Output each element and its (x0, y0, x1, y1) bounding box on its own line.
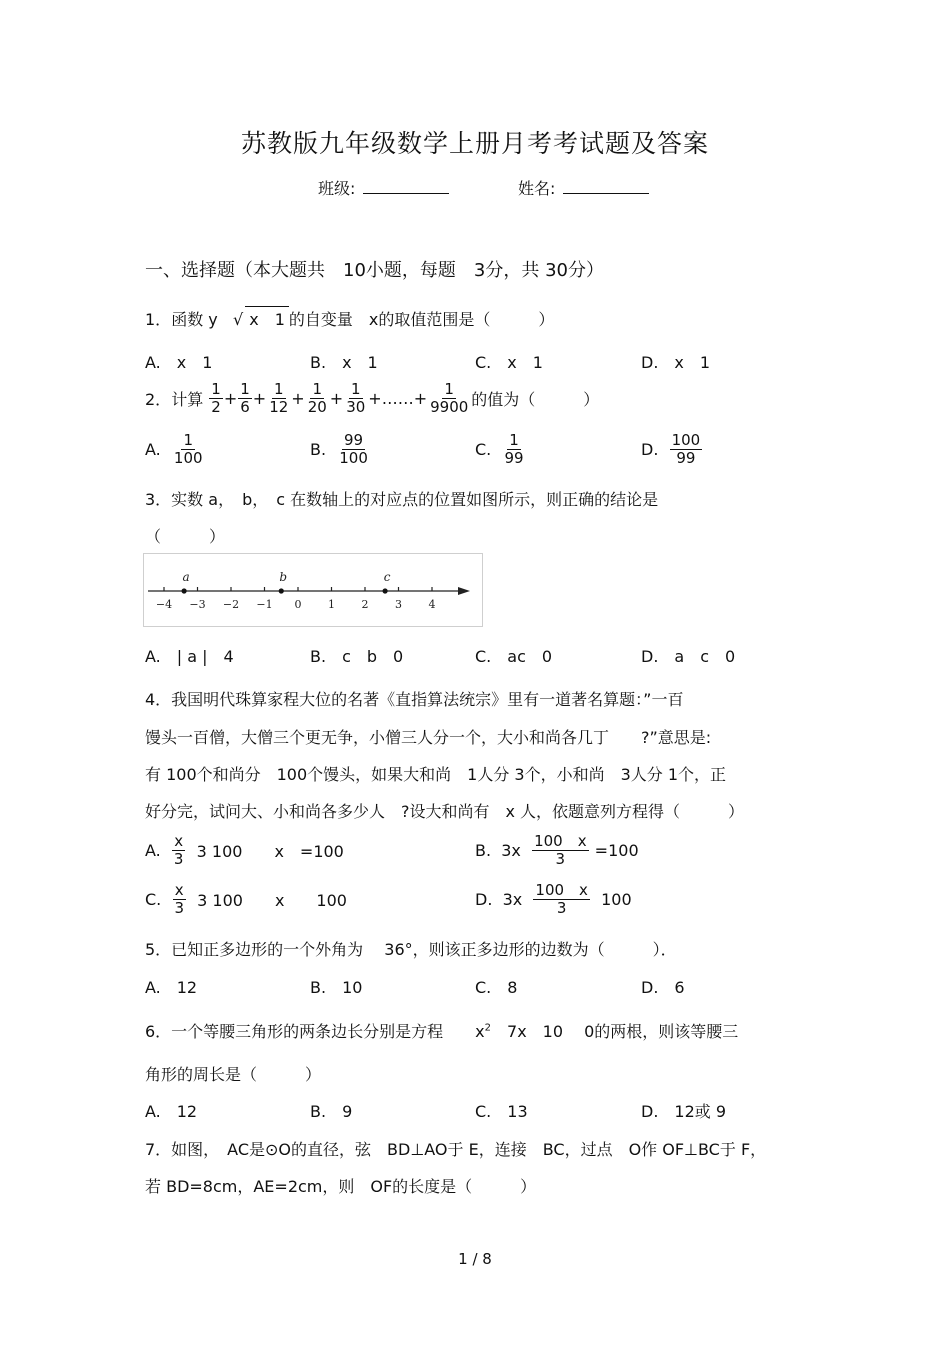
q1-option-a: A. x 1 (145, 353, 213, 372)
q4-option-c: C. $\frac{x}{3}$ 3 100 x 100 (145, 881, 347, 918)
q1-pre: 函数 y (171, 310, 218, 329)
q2-fraction: $\frac{1}{12}$ (269, 380, 289, 417)
q2-fraction: $\frac{1}{20}$ (307, 380, 327, 417)
q4-option-a: A. $\frac{x}{3}$ 3 100 x =100 (145, 832, 344, 869)
q6-option-c: C. 13 (475, 1102, 528, 1121)
q2-fraction: $\frac{1}{6}$ (240, 380, 250, 417)
page-number: 1 / 8 (458, 1250, 492, 1268)
q1-option-b: B. x 1 (310, 353, 378, 372)
ellipsis: +……+ (368, 389, 428, 409)
q2-option-b: B. $\frac{99}{100}$ (310, 431, 368, 468)
axis-tick-label: 3 (395, 598, 402, 611)
q2-post: 的值为（ ） (471, 390, 600, 410)
class-label: 班级: (318, 179, 356, 198)
axis-point-label-b: b (279, 570, 288, 584)
question-5: 5．已知正多边形的一个外角为 36°，则该正多边形的边数为（ ）． (145, 940, 677, 959)
q2-option-c: C. $\frac{1}{99}$ (475, 431, 524, 468)
question-4-line-1: 4．我国明代珠算家程大位的名著《直指算法统宗》里有一道著名算题：”一百 (145, 690, 684, 709)
axis-tick-label: 4 (428, 598, 436, 611)
axis-point-label-c: c (383, 570, 391, 584)
axis-tick-label: −2 (222, 598, 240, 611)
question-6-line-2: 角形的周长是（ ） (145, 1065, 322, 1084)
plus-sign: + (252, 389, 267, 409)
q3-option-b: B. c b 0 (310, 647, 404, 666)
axis-tick-label: 0 (294, 598, 302, 611)
q1-radicand: x 1 (245, 306, 289, 330)
q3-option-a: A. | a | 4 (145, 647, 234, 666)
q2-pre: 计算 (171, 390, 204, 410)
plus-sign: + (291, 389, 305, 409)
q1-option-c: C. x 1 (475, 353, 543, 372)
q2-fraction: $\frac{1}{2}$ (211, 380, 221, 417)
question-7-line-1: 7．如图， AC是⊙O的直径，弦 BD⊥AO于 E，连接 BC，过点 O作 OF⊥BC于 F， (145, 1140, 767, 1159)
axis-point-c (383, 588, 388, 593)
q4-option-b: B. 3x $\frac{100 x}{3}$ =100 (475, 832, 639, 869)
axis-tick-label: −3 (189, 598, 206, 611)
axis-arrow-icon (458, 587, 470, 595)
question-2 (145, 381, 599, 417)
axis-point-b (279, 588, 284, 593)
q2-fraction: $\frac{1}{9900}$ (430, 380, 469, 417)
class-blank (363, 179, 449, 194)
q5-option-a: A. 12 (145, 978, 198, 997)
question-7-line-2: 若 BD=8cm，AE=2cm，则 OF的长度是（ ） (145, 1177, 537, 1196)
q2-fraction: $\frac{1}{30}$ (346, 380, 366, 417)
q2-option-a: A. $\frac{1}{100}$ (145, 431, 203, 468)
q1-number: 1． (145, 310, 172, 329)
question-1 (145, 306, 554, 330)
question-6-line-1: 6．一个等腰三角形的两条边长分别是方程 $x^2$ 7x 10 0的两根，则该等腰三 (145, 1022, 739, 1041)
q5-option-b: B. 10 (310, 978, 363, 997)
axis-tick-label: 2 (361, 598, 369, 611)
axis-point-label-a: a (182, 570, 190, 584)
question-3-line-2: （ ） (145, 527, 226, 546)
q6-option-a: A. 12 (145, 1102, 198, 1121)
question-4-line-2: 馒头一百僧，大僧三个更无争，小僧三人分一个，大小和尚各几丁 ?”意思是: (145, 728, 712, 747)
document-title: 苏教版九年级数学上册月考考试题及答案 (240, 129, 709, 158)
name-field (518, 176, 649, 199)
q3-option-d: D. a c 0 (641, 647, 736, 666)
q5-option-d: D. 6 (641, 978, 685, 997)
q2-option-d: D. $\frac{100}{99}$ (641, 431, 701, 468)
sqrt-icon: √ (222, 310, 244, 329)
q2-number: 2． (145, 390, 172, 410)
q1-option-d: D. x 1 (641, 353, 711, 372)
class-field (318, 176, 449, 199)
axis-tick-label: 1 (328, 598, 335, 611)
q6-option-d: D. 12或 9 (641, 1102, 727, 1121)
question-4-line-4: 好分完，试问大、小和尚各多少人 ?设大和尚有 x 人，依题意列方程得（ ） (145, 802, 745, 821)
number-line-figure (143, 553, 483, 627)
axis-point-a (182, 588, 187, 593)
question-3-line-1: 3．实数 a， b， c 在数轴上的对应点的位置如图所示，则正确的结论是 (145, 490, 659, 509)
name-label: 姓名: (518, 179, 556, 198)
number-line-svg (144, 554, 482, 626)
plus-sign: + (329, 389, 344, 409)
q3-option-c: C. ac 0 (475, 647, 553, 666)
name-blank (563, 179, 649, 194)
q5-option-c: C. 8 (475, 978, 518, 997)
q4-option-d: D. 3x $\frac{100 x}{3}$ 100 (475, 881, 632, 918)
q1-post: 的自变量 x的取值范围是（ ） (288, 310, 555, 329)
section-heading: 一、选择题（本大题共 10小题，每题 3分，共 30分） (145, 260, 604, 281)
plus-sign: + (223, 389, 238, 409)
axis-tick-label: −1 (256, 598, 273, 611)
axis-tick-label: −4 (155, 598, 173, 611)
q6-option-b: B. 9 (310, 1102, 353, 1121)
question-4-line-3: 有 100个和尚分 100个馒头，如果大和尚 1人分 3个，小和尚 3人分 1个，正 (145, 765, 727, 784)
